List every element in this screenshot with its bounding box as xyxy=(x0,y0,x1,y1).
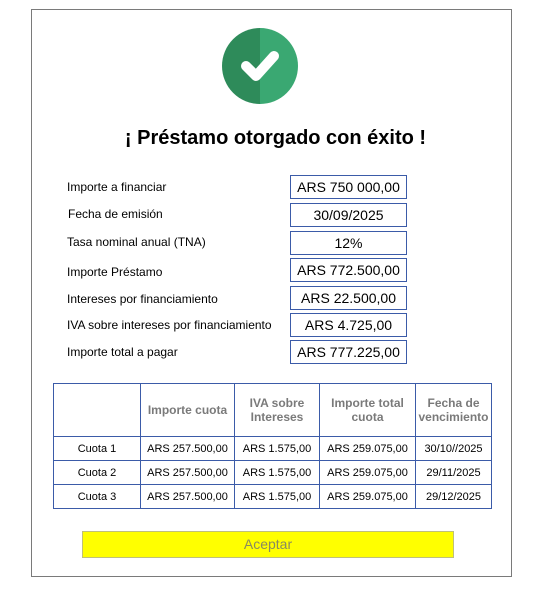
label-intereses: Intereses por financiamiento xyxy=(67,292,218,306)
table-row xyxy=(54,461,492,485)
cell-cuota: Cuota 1 xyxy=(54,437,141,461)
header-importe-total: Importe total cuota xyxy=(320,384,416,437)
cell-importe: ARS 257.500,00 xyxy=(141,461,235,485)
cell-cuota: Cuota 3 xyxy=(54,485,141,509)
cell-total: ARS 259.075,00 xyxy=(320,437,416,461)
table-header-row xyxy=(54,384,492,437)
page-title: ¡ Préstamo otorgado con éxito ! xyxy=(124,127,427,149)
cell-total: ARS 259.075,00 xyxy=(320,461,416,485)
value-tna: 12% xyxy=(290,231,407,255)
header-iva-intereses: IVA sobre Intereses xyxy=(235,384,320,437)
label-tna: Tasa nominal anual (TNA) xyxy=(67,235,206,249)
check-icon xyxy=(222,28,298,104)
accept-button[interactable]: Aceptar xyxy=(82,531,454,558)
cell-fecha: 29/11/2025 xyxy=(416,461,492,485)
cell-cuota: Cuota 2 xyxy=(54,461,141,485)
table-row xyxy=(54,485,492,509)
cell-iva: ARS 1.575,00 xyxy=(235,437,320,461)
cell-importe: ARS 257.500,00 xyxy=(141,437,235,461)
cell-iva: ARS 1.575,00 xyxy=(235,461,320,485)
success-badge xyxy=(222,28,298,104)
table-row xyxy=(54,437,492,461)
value-intereses: ARS 22.500,00 xyxy=(290,286,407,310)
value-importe-prestamo: ARS 772.500,00 xyxy=(290,258,407,282)
label-fecha-emision: Fecha de emisión xyxy=(68,207,163,221)
header-importe-cuota: Importe cuota xyxy=(141,384,235,437)
label-importe-financiar: Importe a financiar xyxy=(67,180,167,194)
label-iva-intereses: IVA sobre intereses por financiamiento xyxy=(67,318,272,332)
cell-fecha: 30/10//2025 xyxy=(416,437,492,461)
label-total-pagar: Importe total a pagar xyxy=(67,345,178,359)
cell-total: ARS 259.075,00 xyxy=(320,485,416,509)
value-iva-intereses: ARS 4.725,00 xyxy=(290,313,407,337)
value-total-pagar: ARS 777.225,00 xyxy=(290,340,407,364)
cell-iva: ARS 1.575,00 xyxy=(235,485,320,509)
header-fecha-vencimiento: Fecha de vencimiento xyxy=(416,384,492,437)
cell-fecha: 29/12/2025 xyxy=(416,485,492,509)
header-empty xyxy=(54,384,141,437)
value-fecha-emision: 30/09/2025 xyxy=(290,203,407,227)
cell-importe: ARS 257.500,00 xyxy=(141,485,235,509)
installments-table xyxy=(53,383,492,509)
label-importe-prestamo: Importe Préstamo xyxy=(67,265,163,279)
value-importe-financiar: ARS 750 000,00 xyxy=(290,175,407,199)
